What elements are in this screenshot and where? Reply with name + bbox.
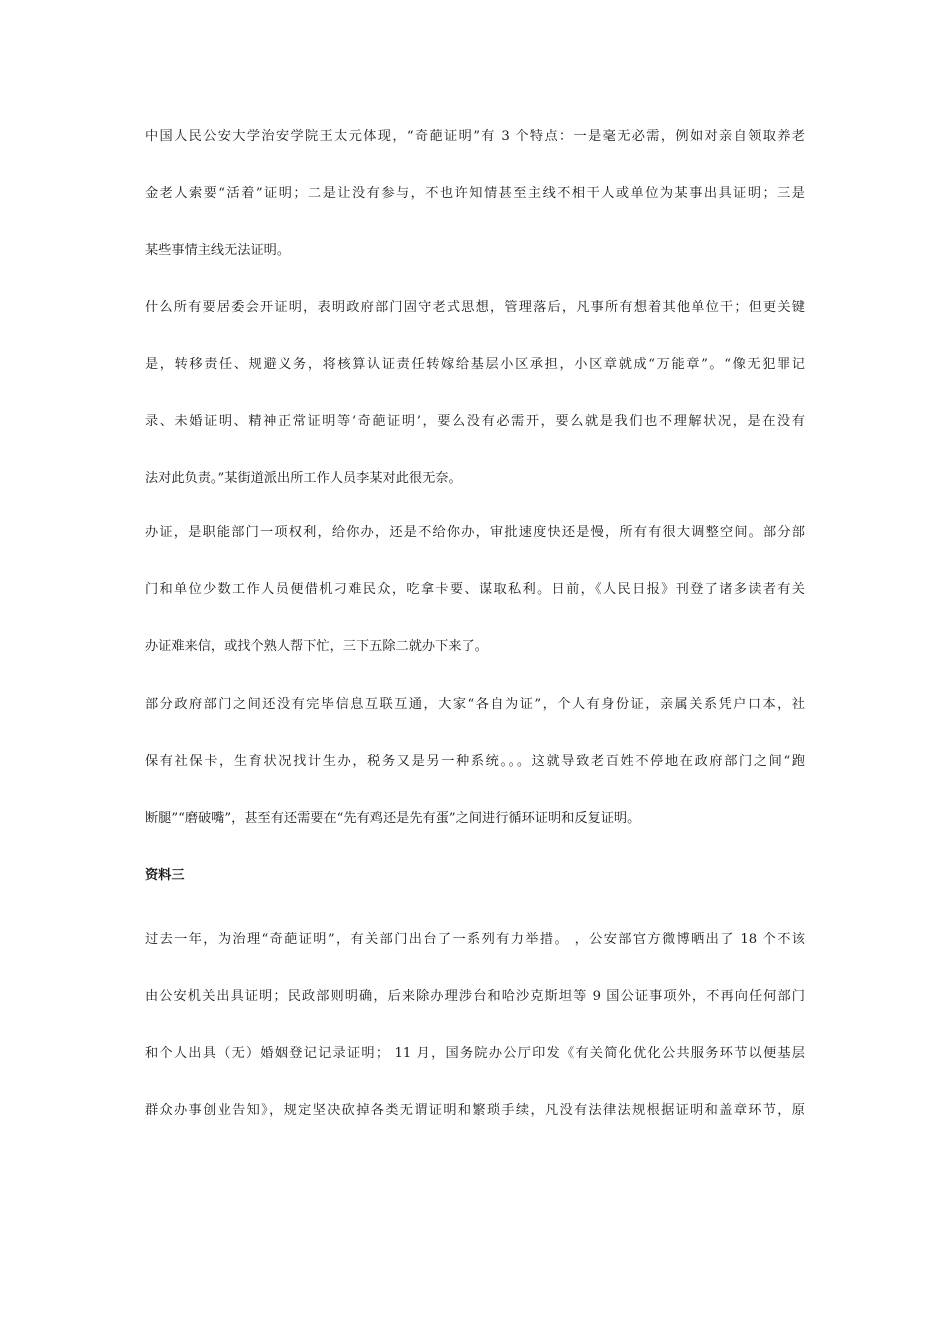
paragraph-2	[145, 279, 805, 507]
text-line: 保有社保卡，生育状况找计生办，税务又是另一种系统。。。这就导致老百姓不停地在政府部门之间“跑	[145, 754, 805, 769]
text-line: 办证，是职能部门一项权利，给你办，还是不给你办，审批速度快还是慢，所有有很大调整空间。部分部	[145, 525, 805, 540]
paragraph-5	[145, 911, 805, 1139]
text-line: 金老人索要“活着”证明；二是让没有参与，不也许知情甚至主线不相干人或单位为某事出具证明；三是	[145, 186, 805, 201]
text-line: 群众办事创业告知》，规定坚决砍掉各类无谓证明和繁琐手续，凡没有法律法规根据证明和盖章环节，原	[145, 1103, 805, 1118]
text-line: 法对此负责。”某街道派出所工作人员李某对此很无奈。	[145, 471, 462, 486]
section-heading: 资料三	[145, 868, 185, 883]
text-line: 由公安机关出具证明；民政部则明确，后来除办理涉台和哈沙克斯坦等 9 国公证事项外，不再向任何部门	[145, 989, 805, 1004]
text-line: 什么所有要居委会开证明，表明政府部门固守老式思想，管理落后，凡事所有想着其他单位干；但更关键	[145, 300, 805, 315]
paragraph-3	[145, 504, 805, 675]
text-line: 和个人出具（无）婚姻登记记录证明； 11 月，国务院办公厅印发《有关简化优化公共服务环节以便基层	[145, 1046, 805, 1061]
text-line: 断腿”“磨破嘴”，甚至有还需要在“先有鸡还是先有蛋”之间进行循环证明和反复证明。	[145, 811, 641, 826]
paragraph-1	[145, 108, 805, 279]
text-line: 中国人民公安大学治安学院王太元体现，“奇葩证明”有 3 个特点：一是毫无必需，例如对亲自领取养老	[145, 129, 805, 144]
text-line: 是，转移责任、规避义务，将核算认证责任转嫁给基层小区承担，小区章就成“万能章”。“像无犯罪记	[145, 357, 805, 372]
text-line: 门和单位少数工作人员便借机刁难民众，吃拿卡要、谋取私利。日前，《人民日报》刊登了诸多读者有关	[145, 582, 805, 597]
text-line: 部分政府部门之间还没有完毕信息互联互通，大家“各自为证”，个人有身份证，亲属关系凭户口本，社	[145, 697, 805, 712]
text-line: 过去一年，为治理“奇葩证明”，有关部门出台了一系列有力举措。 ，公安部官方微博晒出了 18 个不该	[145, 932, 805, 947]
text-line: 某些事情主线无法证明。	[145, 243, 291, 258]
text-line: 办证难来信，或找个熟人帮下忙，三下五除二就办下来了。	[145, 639, 488, 654]
text-line: 录、未婚证明、精神正常证明等‘奇葩证明’，要么没有必需开，要么就是我们也不理解状况，是在没有	[145, 414, 805, 429]
paragraph-4	[145, 676, 805, 847]
